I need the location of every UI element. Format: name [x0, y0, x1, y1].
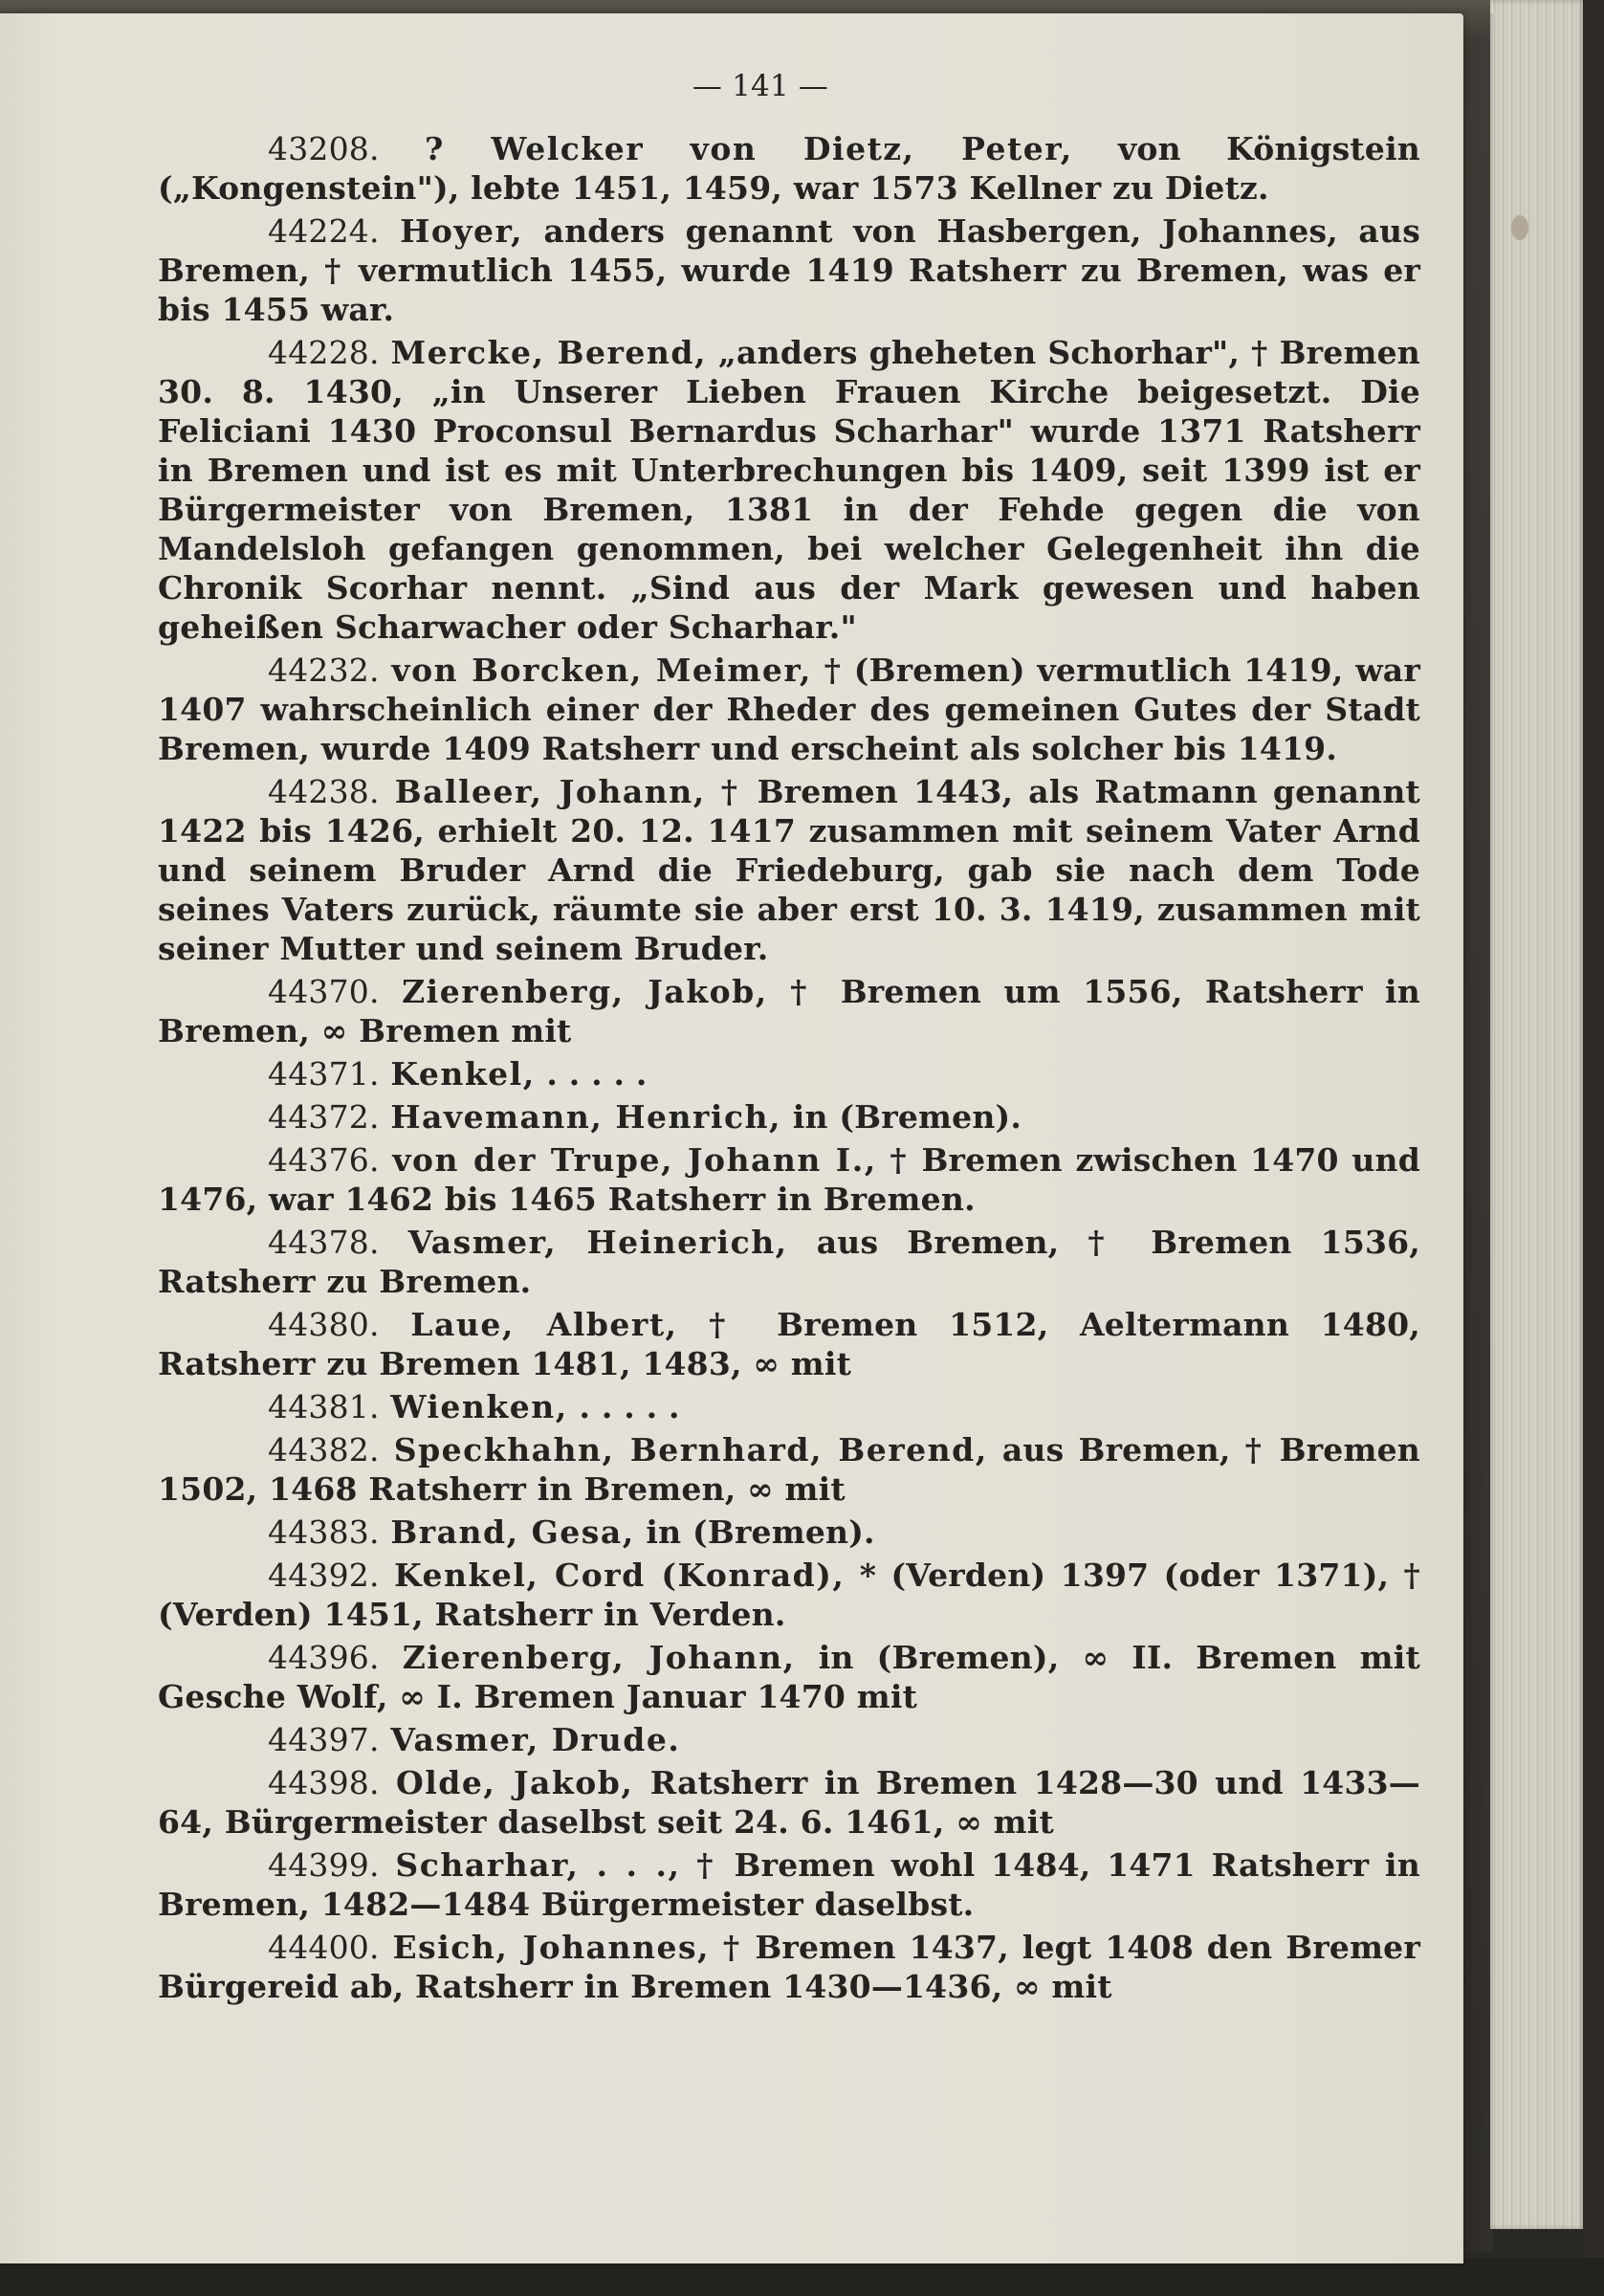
entry-44398 [158, 1763, 1420, 1842]
entry-number: 44370. [268, 973, 380, 1010]
entry-text: † Bremen 1443, als Ratmann genannt 1422 bis 1426, erhielt 20. 12. 1417 zusammen mit seinem Vater Arnd und seinem Bruder Arnd die Friedeburg, gab sie nach dem Tode seines Vaters zurück, räumte sie aber erst 10. 3. 1419, zusammen mit seiner Mutter und seinem Bruder. [158, 773, 1420, 967]
entry-name: Wienken, [390, 1388, 568, 1425]
entry-text: in (Bremen). [792, 1098, 1022, 1136]
entry-number: 44378. [268, 1224, 380, 1261]
entry-44396 [158, 1638, 1420, 1716]
entry-name: Kenkel, Cord (Konrad), [394, 1556, 846, 1594]
entry-name: Zierenberg, Jakob, [402, 973, 768, 1010]
entry-number: 44376. [268, 1141, 380, 1179]
entry-44381 [158, 1387, 1420, 1426]
entry-number: 44371. [268, 1055, 380, 1093]
entry-name: Speckhahn, Bernhard, Berend, [393, 1431, 988, 1468]
entry-44382 [158, 1430, 1420, 1509]
entry-number: 43208. [268, 130, 380, 167]
entry-name: Brand, Gesa, [390, 1513, 635, 1551]
entry-number: 44224. [268, 212, 380, 250]
entry-44376 [158, 1140, 1420, 1219]
entry-name: Kenkel, [390, 1055, 536, 1093]
entry-text: † Bremen 1437, legt 1408 den Bremer Bürgereid ab, Ratsherr in Bremen 1430—1436, ∞ mit [158, 1929, 1420, 2005]
entry-name: Zierenberg, Johann, [402, 1639, 796, 1676]
entry-number: 44396. [268, 1639, 380, 1676]
entry-text: anders genannt von Hasbergen, Johannes, aus Bremen, † vermutlich 1455, wurde 1419 Ratsherr zu Bremen, was er bis 1455 war. [158, 212, 1420, 328]
entry-number: 44382. [268, 1431, 380, 1468]
background-surface [0, 2258, 1604, 2296]
entry-44224 [158, 211, 1420, 329]
entry-name: Olde, Jakob, [395, 1764, 634, 1801]
entry-text: in (Bremen), ∞ II. Bremen mit Gesche Wolf, ∞ I. Bremen Januar 1470 mit [158, 1639, 1420, 1715]
entry-name: ? Welcker von Dietz, Peter, [424, 130, 1073, 167]
entry-text: . . . . . [579, 1388, 680, 1425]
entry-44232 [158, 651, 1420, 768]
entry-name: Scharhar, . . ., [395, 1846, 681, 1884]
entry-name: Hoyer, [400, 212, 524, 250]
entry-44371 [158, 1054, 1420, 1093]
entry-number: 44380. [268, 1306, 380, 1343]
entry-text: „anders gheheten Schorhar", † Bremen 30. 8. 1430, „in Unserer Lieben Frauen Kirche beigesetzt. Die Feliciani 1430 Proconsul Bernardus Scharhar" wurde 1371 Ratsherr in Bremen und ist es mit Unterbrechungen bis 1409, seit 1399 ist er Bürgermeister von Bremen, 1381 in der Fehde gegen die von Mandelsloh gefangen genommen, bei welcher Gelegenheit ihn die Chronik Scorhar nennt. „Sind aus der Mark gewesen und haben geheißen Scharwacher oder Scharhar." [158, 334, 1420, 646]
entry-name: Laue, Albert, [410, 1306, 678, 1343]
entry-name: Vasmer, Heinerich, [407, 1224, 788, 1261]
entry-text: * (Verden) 1397 (oder 1371), † (Verden) 1451, Ratsherr in Verden. [158, 1556, 1420, 1633]
book-cover-edge [1583, 0, 1604, 2296]
page-gutter-shadow [1459, 13, 1493, 2252]
entry-name: von Borcken, Meimer, [391, 651, 812, 689]
entry-number: 44381. [268, 1388, 380, 1425]
entry-text: aus Bremen, † Bremen 1536, Ratsherr zu Bremen. [158, 1224, 1420, 1300]
entry-44238 [158, 772, 1420, 968]
entry-43208 [158, 129, 1420, 208]
entry-44370 [158, 972, 1420, 1050]
entry-text: von Königstein („Kongenstein"), lebte 1451, 1459, war 1573 Kellner zu Dietz. [158, 130, 1420, 207]
entry-number: 44372. [268, 1098, 380, 1136]
entry-44378 [158, 1223, 1420, 1301]
entry-text: † Bremen um 1556, Ratsherr in Bremen, ∞ Bremen mit [158, 973, 1420, 1049]
entry-44383 [158, 1512, 1420, 1552]
page-text [158, 67, 1420, 2010]
entry-text: † (Bremen) vermutlich 1419, war 1407 wahrscheinlich einer der Rheder des gemeinen Gutes der Stadt Bremen, wurde 1409 Ratsherr und erscheint als solcher bis 1419. [158, 651, 1420, 767]
entry-number: 44228. [268, 334, 380, 371]
entry-name: von der Trupe, Johann I., [392, 1141, 877, 1179]
entry-text: in (Bremen). [646, 1513, 875, 1551]
entry-text: aus Bremen, † Bremen 1502, 1468 Ratsherr in Bremen, ∞ mit [158, 1431, 1420, 1508]
entry-number: 44398. [268, 1764, 380, 1801]
entry-number: 44397. [268, 1721, 380, 1758]
entry-number: 44383. [268, 1513, 380, 1551]
entry-number: 44400. [268, 1929, 380, 1966]
entry-44399 [158, 1845, 1420, 1924]
entry-number: 44232. [268, 651, 380, 689]
entry-44372 [158, 1097, 1420, 1137]
entry-text: † Bremen zwischen 1470 und 1476, war 1462 bis 1465 Ratsherr in Bremen. [158, 1141, 1420, 1218]
entry-44400 [158, 1928, 1420, 2006]
entry-number: 44399. [268, 1846, 380, 1884]
entry-44380 [158, 1305, 1420, 1383]
entry-name: Esich, Johannes, [392, 1929, 711, 1966]
entry-text: † Bremen 1512, Aeltermann 1480, Ratsherr zu Bremen 1481, 1483, ∞ mit [158, 1306, 1420, 1382]
entry-name: Havemann, Henrich, [390, 1098, 782, 1136]
entry-44397 [158, 1720, 1420, 1759]
entry-name: Vasmer, Drude. [390, 1721, 681, 1758]
page-number: — 141 — [692, 69, 829, 103]
entry-name: Mercke, Berend, [390, 334, 707, 371]
entry-44228 [158, 333, 1420, 647]
page-stack-edge [1490, 0, 1586, 2229]
entry-name: Balleer, Johann, [394, 773, 706, 810]
entry-number: 44392. [268, 1556, 380, 1594]
entry-number: 44238. [268, 773, 380, 810]
entry-text: Ratsherr in Bremen 1428—30 und 1433—64, Bürgermeister daselbst seit 24. 6. 1461, ∞ mit [158, 1764, 1420, 1841]
entry-text: . . . . . [546, 1055, 648, 1093]
entry-text: † Bremen wohl 1484, 1471 Ratsherr in Bremen, 1482—1484 Bürgermeister daselbst. [158, 1846, 1420, 1923]
entry-44392 [158, 1556, 1420, 1634]
